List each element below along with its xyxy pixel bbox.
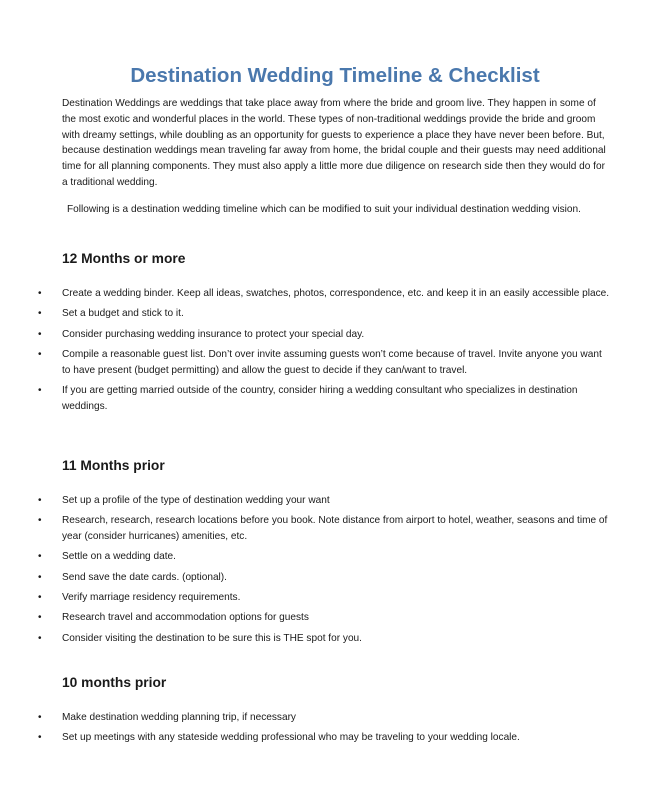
list-item-text: Consider visiting the destination to be sure this is THE spot for you. [62, 632, 362, 644]
list-item [0, 383, 612, 415]
list-item [0, 513, 612, 545]
document-title: Destination Wedding Timeline & Checklist [130, 64, 540, 87]
list-item-text: Research travel and accommodation options for guests [62, 612, 309, 624]
list-item [0, 493, 612, 509]
bullet-icon: • [38, 328, 42, 340]
list-item-text: Set up meetings with any stateside wedding professional who may be traveling to your wedding locale. [62, 732, 520, 744]
checklist-11-months [0, 493, 620, 651]
list-item [0, 327, 612, 343]
list-item-text: Send save the date cards. (optional). [62, 571, 227, 583]
bullet-icon: • [38, 288, 42, 299]
list-item [0, 710, 612, 726]
section-heading-12-months: 12 Months or more [62, 251, 186, 266]
list-item [0, 306, 612, 322]
checklist-12-months [0, 286, 620, 419]
bullet-icon: • [38, 308, 42, 320]
list-item-text: Settle on a wedding date. [62, 551, 176, 563]
list-item [0, 347, 612, 379]
bullet-icon: • [38, 348, 42, 360]
list-item-text: Create a wedding binder. Keep all ideas, swatches, photos, correspondence, etc. and keep it in an easily accessible place. [62, 288, 610, 299]
list-item-text: Verify marriage residency requirements. [62, 591, 241, 603]
timeline-intro-sentence: Following is a destination wedding timeline which can be modified to suit your individual destination wedding vision. [67, 204, 581, 215]
bullet-icon: • [38, 515, 42, 527]
bullet-icon: • [38, 732, 42, 744]
checklist-10-months [0, 710, 620, 751]
bullet-icon: • [38, 495, 42, 506]
list-item [0, 286, 612, 302]
list-item-text: If you are getting married outside of the country, consider hiring a wedding consultant who specializes in destination weddings. [62, 384, 578, 412]
list-item-text: Consider purchasing wedding insurance to protect your special day. [62, 328, 365, 340]
list-item [0, 730, 612, 746]
list-item [0, 590, 612, 606]
list-item-text: Set a budget and stick to it. [62, 308, 184, 320]
bullet-icon: • [38, 632, 42, 644]
list-item [0, 610, 612, 626]
bullet-icon: • [38, 384, 42, 396]
list-item [0, 549, 612, 565]
bullet-icon: • [38, 571, 42, 583]
section-heading-10-months: 10 months prior [62, 675, 167, 690]
bullet-icon: • [38, 612, 42, 624]
list-item-text: Compile a reasonable guest list. Don’t over invite assuming guests won’t come because of travel. Invite anyone you want to have present (budget permitting) and allow the guest to decide if they can/want to travel. [62, 348, 602, 376]
bullet-icon: • [38, 712, 42, 723]
list-item [0, 570, 612, 586]
list-item-text: Make destination wedding planning trip, if necessary [62, 712, 296, 723]
bullet-icon: • [38, 591, 42, 603]
list-item-text: Set up a profile of the type of destination wedding your want [62, 495, 330, 506]
list-item-text: Research, research, research locations before you book. Note distance from airport to hotel, weather, seasons and time of year (consider hurricanes) amenities, etc. [62, 515, 608, 543]
list-item [0, 631, 612, 647]
bullet-icon: • [38, 551, 42, 563]
section-heading-11-months: 11 Months prior [62, 458, 165, 473]
intro-paragraph: Destination Weddings are weddings that take place away from where the bride and groom live. They happen in some of the most exotic and wonderful places in the world. These types of non-traditional weddings provide the bride and groom with dreamy settings, while doubling as an opportunity for guests to experience a place they have never been before. But, because destination weddings mean traveling far away from home, the bridal couple and their guests may need additional time for all planning components. They must also apply a little more due diligence on research side then they would do for a traditional wedding. [62, 98, 606, 188]
